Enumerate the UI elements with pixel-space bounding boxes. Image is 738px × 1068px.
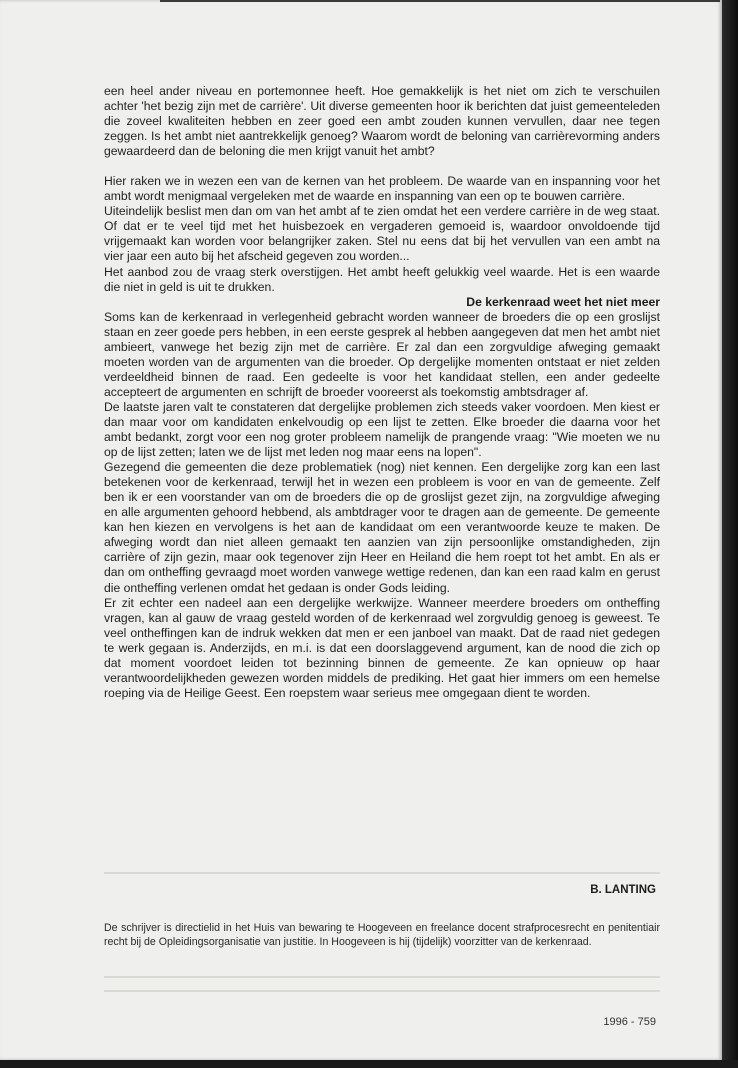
paragraph: Uiteindelijk beslist men dan om van het ambt af te zien omdat het een verdere carrière in de weg staat. Of dat er te veel tijd met het huisbezoek en vergaderen gemoeid is, waardoor onvoldoende tijd vrijgemaakt kan worden voor belangrijker zaken. Stel nu eens dat bij het vervullen van een ambt na vier jaar een auto bij het afscheid gegeven zou worden...	[104, 204, 660, 264]
author-name: B. LANTING	[590, 884, 656, 896]
page-top-edge	[160, 0, 720, 2]
page-number: 1996 - 759	[603, 1016, 656, 1028]
paragraph: een heel ander niveau en portemonnee heeft. Hoe gemakkelijk is het niet om zich te verschuilen achter 'het bezig zijn met de carrière'. Uit diverse gemeenten hoor ik berichten dat juist gemeenteleden die zoveel kwaliteiten hebben en zeer goed een ambt zouden kunnen vervullen, daar nee tegen zeggen. Is het ambt niet aantrekkelijk genoeg? Waarom wordt de beloning van carrièrevorming anders gewaardeerd dan de beloning die men krijgt vanuit het ambt?	[104, 84, 660, 159]
paragraph: De laatste jaren valt te constateren dat dergelijke problemen zich steeds vaker voordoen. Men kiest er dan maar voor om kandidaten enkelvoudig op een lijst te zetten. Elke broeder die daarna voor het ambt bedankt, zorgt voor een nog groter probleem namelijk de prangende vraag: "Wie moeten we nu op de lijst zetten; laten we de lijst met leden nog maar eens na lopen".	[104, 399, 660, 460]
show-through-line	[104, 990, 660, 992]
paragraph: Soms kan de kerkenraad in verlegenheid gebracht worden wanneer de broeders die op een groslijst staan en zeer goede pers hebben, in een eerste gesprek al hebben aangegeven dat men het ambt niet ambieert, vanwege het bezig zijn met de carrière. Er zal dan een zorgvuldige afweging gemaakt moeten worden van de argumenten van die broeder. Op dergelijke momenten ontstaat er niet zelden verdeeldheid binnen de raad. Een gedeelte is voor het kandidaat stellen, een ander gedeelte accepteert de argumenten en schrijft de broeder vooreerst als toekomstig ambtsdrager af.	[104, 309, 660, 399]
paragraph: Er zit echter een nadeel aan een dergelijke werkwijze. Wanneer meerdere broeders om ontheffing vragen, kan al gauw de vraag gesteld worden of de kerkenraad wel zorgvuldig genoeg is geweest. Te veel ontheffingen kan de indruk wekken dat men er een janboel van maakt. Dat de raad niet gedegen te werk gegaan is. Anderzijds, en m.i. is dat een doorslaggevend argument, kan de nood die zich op dat moment voordoet leiden tot bezinning binnen de gemeente. Ze kan opnieuw op haar verantwoordelijkheden gewezen worden middels de prediking. Het gaat hier immers om een hemelse roeping via de Heilige Geest. Een roepstem waar serieus mee omgegaan dient te worden.	[104, 595, 660, 700]
show-through-line	[104, 976, 660, 978]
section-heading: De kerkenraad weet het niet meer	[466, 294, 660, 309]
show-through-line	[104, 872, 660, 874]
paragraph: Het aanbod zou de vraag sterk overstijgen. Het ambt heeft gelukkig veel waarde. Het is een waarde die niet in geld is uit te drukken.	[104, 264, 660, 294]
article-body	[104, 84, 660, 701]
paragraph: Hier raken we in wezen een van de kernen van het probleem. De waarde van en inspanning voor het ambt wordt menigmaal vergeleken met de waarde en inspanning van een op te bouwen carrière.	[104, 174, 660, 204]
paragraph: Gezegend die gemeenten die deze problematiek (nog) niet kennen. Een dergelijke zorg kan een last betekenen voor de kerkenraad, terwijl het in wezen een probleem is voor en van de gemeente. Zelf ben ik er een voorstander van om de broeders die op de groslijst gezet zijn, na zorgvuldige afweging en alle argumenten gehoord hebbend, als ambtdrager voor te dragen aan de gemeente. De gemeente kan hen kiezen en vervolgens is het aan de kandidaat om een verantwoorde keuze te maken. De afweging wordt dan niet alleen gemaakt ten aanzien van zijn persoonlijke omstandigheden, zijn carrière of zijn gezin, maar ook tegenover zijn Heer en Heiland die hem roept tot het ambt. En als er dan om ontheffing gevraagd moet worden vanwege wettige redenen, dan kan een raad kalm en gerust die ontheffing verlenen omdat het gedaan is onder Gods leiding.	[104, 460, 660, 595]
author-footnote: De schrijver is directielid in het Huis van bewaring te Hoogeveen en freelance docent strafprocesrecht en penitentiair recht bij de Opleidingsorganisatie van justitie. In Hoogeveen is hij (tijdelijk) voorzitter van de kerkenraad.	[104, 922, 660, 948]
scan-border-bottom	[0, 1060, 738, 1068]
scan-border-right	[722, 0, 738, 1068]
